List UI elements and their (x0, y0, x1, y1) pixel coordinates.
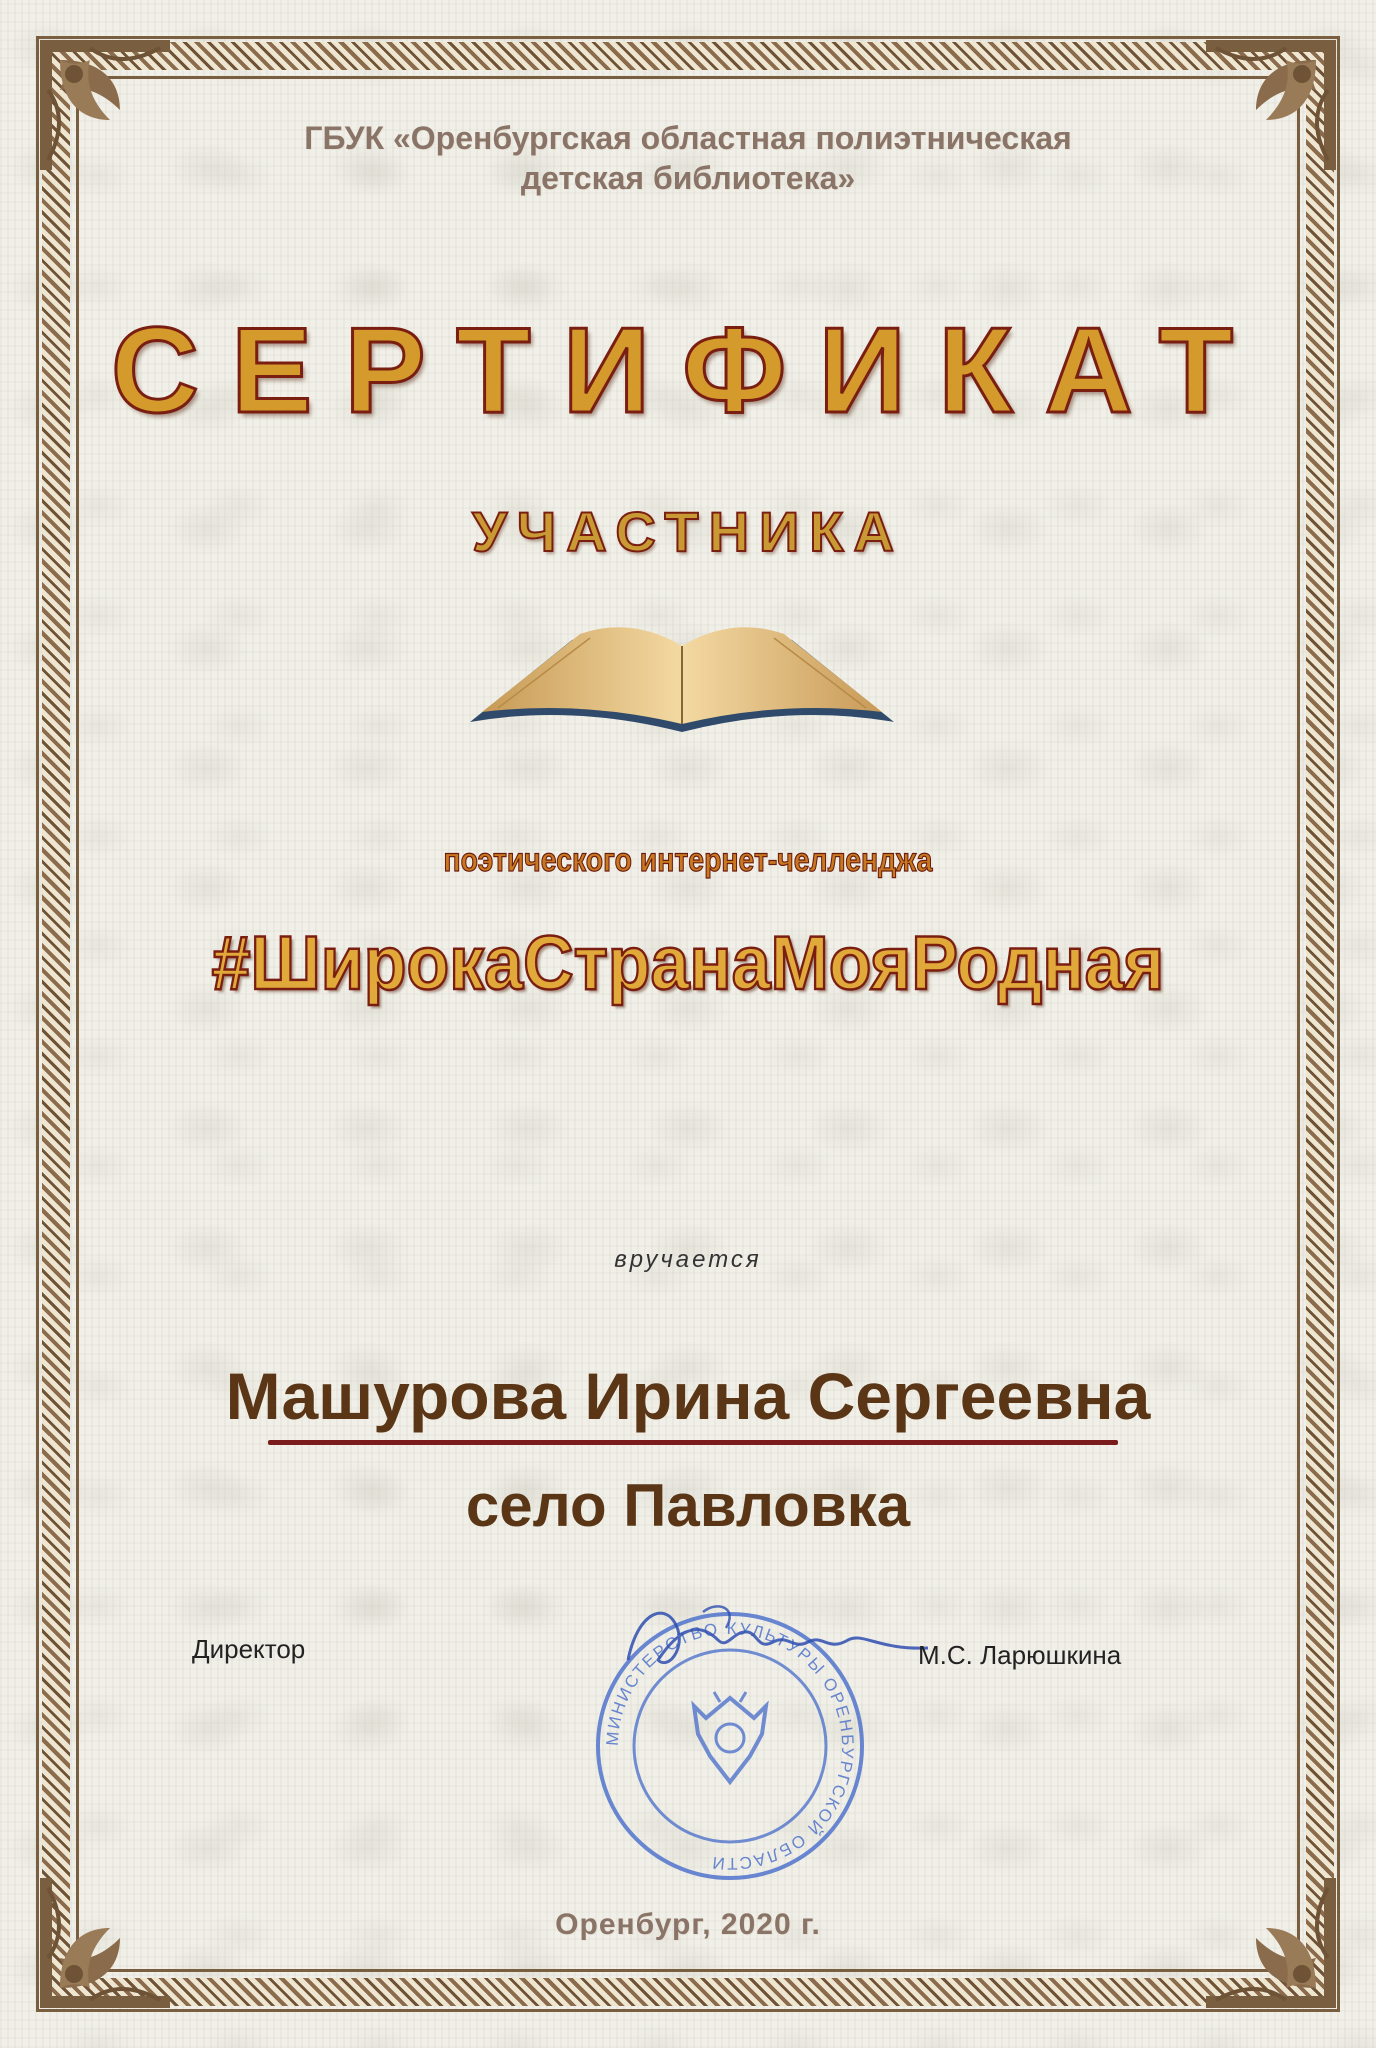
stamp-text: МИНИСТЕРСТВО КУЛЬТУРЫ ОРЕНБУРГСКОЙ ОБЛАСТИ (602, 1618, 858, 1874)
organization-name (160, 118, 1216, 198)
ornament-corner-bottom-right (1196, 1868, 1346, 2018)
director-signature (608, 1590, 938, 1690)
ornament-corner-top-left (30, 30, 180, 180)
organization-line-1: ГБУК «Оренбургская областная полиэтническая (304, 120, 1072, 156)
event-description: поэтического интернет-челленджа (443, 841, 933, 878)
coat-of-arms (694, 1692, 766, 1782)
ornament-corner-top-right (1196, 30, 1346, 180)
certificate-subtitle: УЧАСТНИКА (472, 500, 904, 563)
footer-city-year: Оренбург, 2020 г. (555, 1908, 821, 1941)
signatory-position: Директор (192, 1634, 306, 1664)
ornament-corner-bottom-left (30, 1868, 180, 2018)
recipient-place: село Павловка (465, 1472, 911, 1539)
event-hashtag: #ШирокаСтранаМояРодная (211, 921, 1165, 1006)
organization-line-2: детская библиотека» (520, 160, 856, 196)
awarded-label: вручается (614, 1246, 762, 1273)
signatory-name: М.С. Ларюшкина (918, 1640, 1122, 1670)
open-book-icon (462, 600, 902, 740)
certificate-title: СЕРТИФИКАТ (110, 302, 1266, 438)
recipient-name: Машурова Ирина Сергеевна (225, 1359, 1151, 1433)
recipient-underline (268, 1440, 1118, 1445)
